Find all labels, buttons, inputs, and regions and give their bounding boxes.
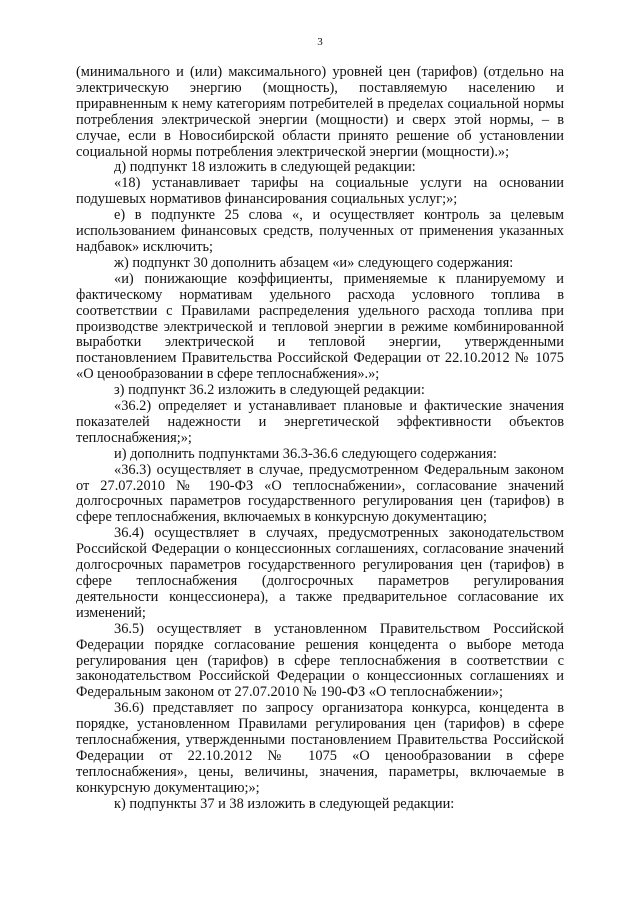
page-number: 3 <box>317 36 323 48</box>
paragraph: «и) понижающие коэффициенты, применяемые к планируемому и фактическому нормативам удельного расхода условного топлива в соответствии с Правилами распределения удельного расхода топлива при производстве электрической и тепловой энергии в режиме комбинированной выработки электрической и тепловой энергии, утвержденными постановлением Правительства Российской Федерации от 22.10.2012 № 1075 «О ценообразовании в сфере теплоснабжения».»; <box>76 270 564 383</box>
paragraph: е) в подпункте 25 слова «, и осуществляет контроль за целевым использованием финансовых средств, полученных от применения указанных надбавок» исключить; <box>76 207 564 255</box>
paragraph: к) подпункты 37 и 38 изложить в следующей редакции: <box>114 795 455 812</box>
paragraph: ж) подпункт 30 дополнить абзацем «и» следующего содержания: <box>114 254 514 271</box>
paragraph: 36.6) представляет по запросу организатора конкурса, концедента в порядке, установленном Правилами регулирования цен (тарифов) в сфере теплоснабжения, утвержденными постановлением Правительства Российской Федерации от 22.10.2012 № 1075 «О ценообразовании в сфере теплоснабжения», цены, величины, значения, параметры, включаемые в конкурсную документацию;»; <box>76 700 564 796</box>
paragraph: «36.2) определяет и устанавливает плановые и фактические значения показателей надежности и энергетической эффективности объектов теплоснабжения;»; <box>76 398 564 446</box>
paragraph: «18) устанавливает тарифы на социальные услуги на основании подушевых нормативов финансирования социальных услуг;»; <box>76 175 564 208</box>
paragraph: з) подпункт 36.2 изложить в следующей редакции: <box>114 382 425 399</box>
paragraph: 36.5) осуществляет в установленном Правительством Российской Федерации порядке согласование решения концедента о выборе метода регулирования цен (тарифов) в сфере теплоснабжения в соответствии с законодательством Российской Федерации о концессионных соглашениях и Федеральным законом от 27.07.2010 № 190-ФЗ «О теплоснабжении»; <box>76 620 564 701</box>
paragraph: «36.3) осуществляет в случае, предусмотренном Федеральным законом от 27.07.2010 № 190-ФЗ «О теплоснабжении», согласование значений долгосрочных параметров государственного регулирования цен (тарифов) в сфере теплоснабжения, включаемых в конкурсную документацию; <box>76 461 564 526</box>
document-body <box>76 65 564 813</box>
paragraph: (минимального и (или) максимального) уровней цен (тарифов) (отдельно на электрическую энергию (мощность), поставляемую населению и приравненным к нему категориям потребителей в пределах социальной нормы потребления электрической энергии (мощности) и сверх этой нормы, – в случае, если в Новосибирской области принято решение об установлении социальной нормы потребления электрической энергии (мощности).»; <box>76 64 564 160</box>
paragraph: и) дополнить подпунктами 36.3-36.6 следующего содержания: <box>114 445 497 462</box>
paragraph: д) подпункт 18 изложить в следующей редакции: <box>114 159 416 176</box>
paragraph: 36.4) осуществляет в случаях, предусмотренных законодательством Российской Федерации о концессионных соглашениях, согласование значений долгосрочных параметров государственного регулирования цен (тарифов) в сфере теплоснабжения (долгосрочных параметров регулирования деятельности концессионера), а также предварительное согласование их изменений; <box>76 525 564 621</box>
